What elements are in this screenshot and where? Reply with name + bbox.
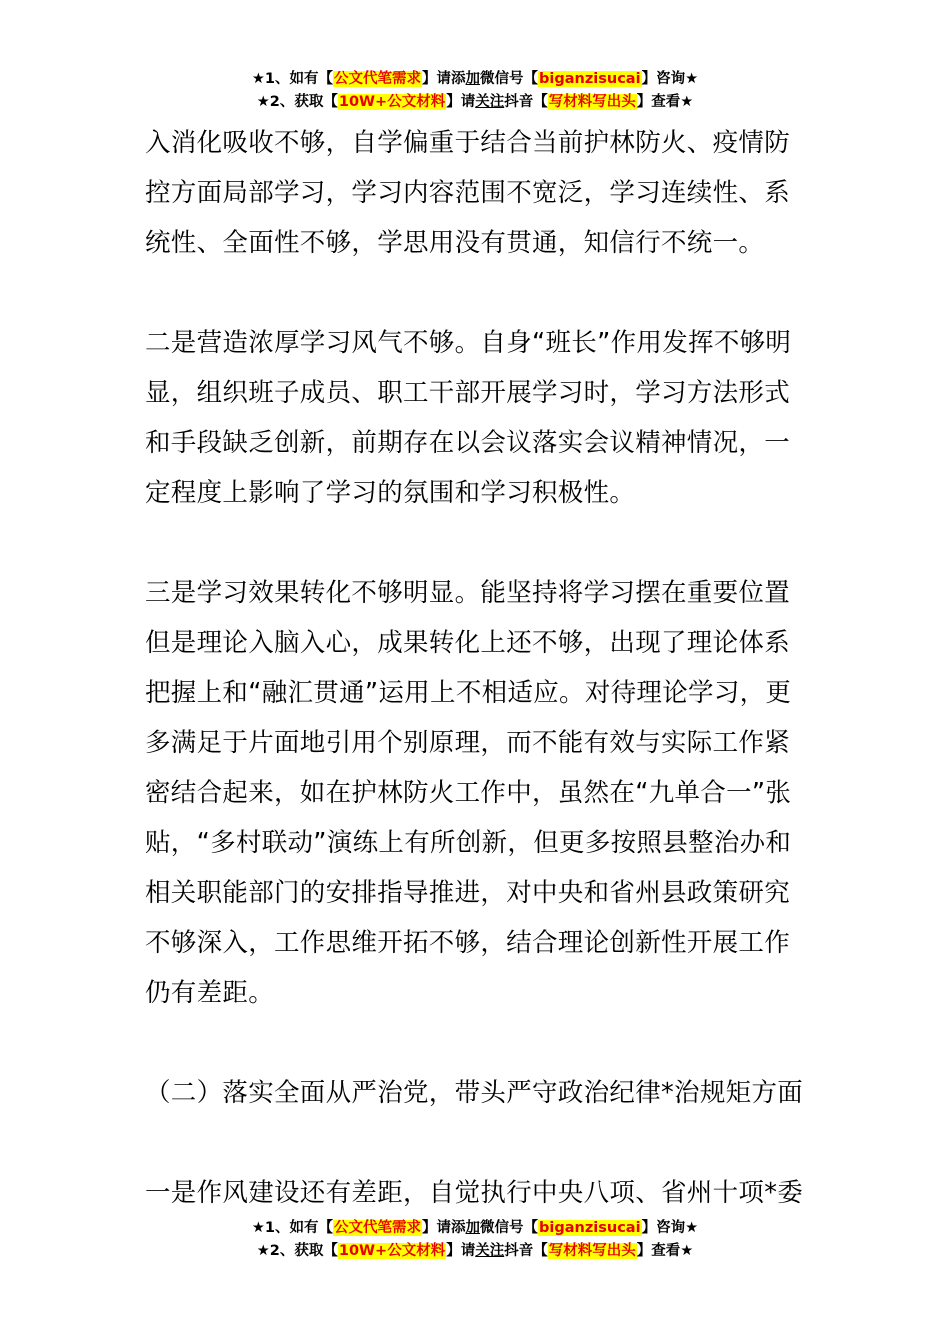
highlight-materials: 10W+公文材料 [338, 1243, 446, 1259]
banner-line-2: ★2、获取【10W+公文材料】请关注抖音【写材料写出头】查看★ [256, 1243, 694, 1259]
highlight-materials: 10W+公文材料 [338, 94, 446, 110]
highlight-service: 公文代笔需求 [334, 1220, 422, 1236]
paragraph-2: 二是营造浓厚学习风气不够。自身“班长”作用发挥不够明显，组织班子成员、职工干部开展学习时，学习方法形式和手段缺乏创新，前期存在以会议落实会议精神情况，一定程度上影响了学习的氛围和学习积极性。 [145, 328, 792, 508]
paragraph-1: 入消化吸收不够，自学偏重于结合当前护林防火、疫情防控方面局部学习，学习内容范围不宽泛，学习连续性、系统性、全面性不够，学思用没有贯通，知信行不统一。 [145, 128, 791, 258]
banner-line-1: ★1、如有【公文代笔需求】请添加微信号【biganzisucai】咨询★ [251, 1220, 699, 1236]
section-heading: （二）落实全面从严治党，带头严守政治纪律*治规矩方面 [145, 1078, 804, 1108]
document-body [145, 118, 810, 1268]
banner-line-2: ★2、获取【10W+公文材料】请关注抖音【写材料写出头】查看★ [256, 94, 694, 110]
highlight-douyin: 写材料写出头 [548, 1243, 636, 1259]
footer-banner [0, 1217, 950, 1263]
header-banner [0, 68, 950, 114]
highlight-douyin: 写材料写出头 [548, 94, 636, 110]
paragraph-4: 一是作风建设还有差距，自觉执行中央八项、省州十项*委 [145, 1178, 804, 1208]
paragraph-3: 三是学习效果转化不够明显。能坚持将学习摆在重要位置但是理论入脑入心，成果转化上还不够，出现了理论体系把握上和“融汇贯通”运用上不相适应。对待理论学习，更多满足于片面地引用个别原理，而不能有效与实际工作紧密结合起来，如在护林防火工作中，虽然在“九单合一”张贴，“多村联动”演练上有所创新，但更多按照县整治办和相关职能部门的安排指导推进，对中央和省州县政策研究不够深入，工作思维开拓不够，结合理论创新性开展工作仍有差距。 [145, 578, 792, 1008]
highlight-wechat-id: biganzisucai [539, 71, 641, 87]
banner-line-1: ★1、如有【公文代笔需求】请添加微信号【biganzisucai】咨询★ [251, 71, 699, 87]
highlight-wechat-id: biganzisucai [539, 1220, 641, 1236]
highlight-service: 公文代笔需求 [334, 71, 422, 87]
